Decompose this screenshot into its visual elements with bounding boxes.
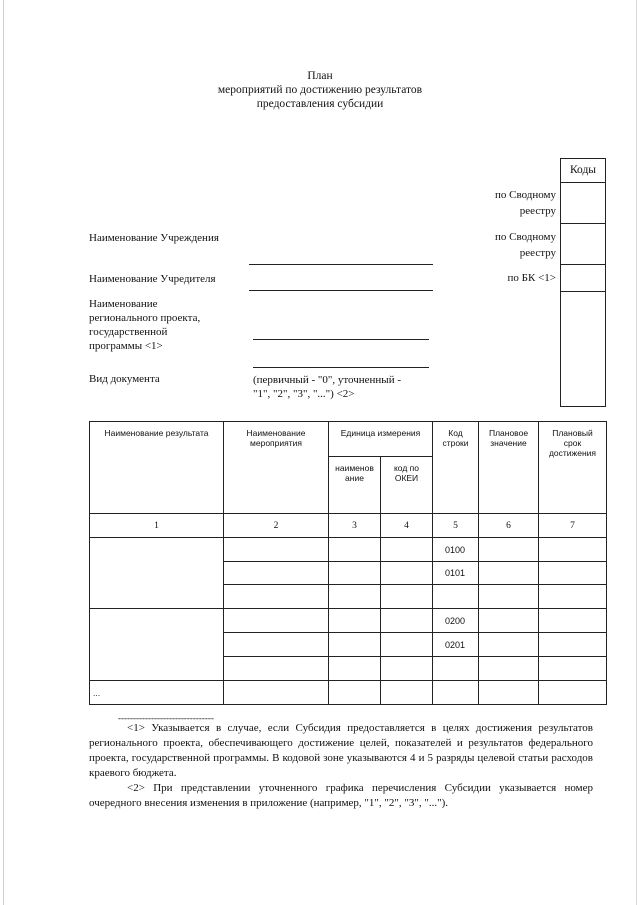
field-line-project-2[interactable] [253,367,429,368]
table-cell[interactable] [539,562,607,585]
table-cell[interactable] [479,609,539,633]
code-cell-svod-2[interactable] [560,223,606,265]
column-number: 3 [329,514,381,538]
header-unit: Единица измерения [329,422,433,457]
page-edge-left [3,0,4,905]
field-label-project-line2: регионального проекта, [89,312,201,324]
field-line-institution[interactable] [249,264,433,265]
code-cell-bk[interactable] [560,264,606,292]
row-code-cell: 0201 [433,633,479,657]
footnote-1-text: <1> Указывается в случае, если Субсидия предоставляется в целях достижения результатов регионального проекта, обеспечивающего достижение целей, показателей и результатов федерального проекта, государственной программы. В кодовой зоне указываются 4 и 5 разряды целевой статьи расходов краевого бюджета. [89,722,593,779]
column-number: 4 [381,514,433,538]
codes-label-svod-1-line1: по Сводному [494,189,556,201]
table-cell[interactable] [381,609,433,633]
result-cell-2[interactable] [90,609,224,681]
column-number: 5 [433,514,479,538]
table-cell[interactable] [539,609,607,633]
header-unit-name-line1: наименов [335,463,374,473]
field-label-project-line4: программы <1> [89,340,163,352]
codes-label-svod-1-line2: реестру [519,205,556,217]
table-cell[interactable] [479,538,539,562]
codes-label-bk: по БК <1> [507,272,556,284]
codes-header: Коды [560,158,606,183]
table-cell[interactable] [479,585,539,609]
header-measure-line1: Наименование [246,428,306,438]
footnote-1 [89,721,593,781]
table-cell[interactable] [479,633,539,657]
table-row [90,681,607,705]
result-cell-1[interactable] [90,538,224,609]
header-measure [224,422,329,514]
field-label-project-line3: государственной [89,326,168,338]
code-cell-svod-1[interactable] [560,182,606,224]
table-cell[interactable] [224,657,329,681]
codes-label-svod-2-line1: по Сводному [494,231,556,243]
title-line-2: мероприятий по достижению результатов [217,84,423,96]
table-cell[interactable] [381,562,433,585]
field-label-project [89,297,200,353]
header-okei-line2: ОКЕИ [394,473,419,483]
field-line-project[interactable] [253,339,429,340]
table-cell[interactable] [539,585,607,609]
field-value-doc-type [253,373,401,401]
page-edge-right [636,0,637,905]
table-cell[interactable] [224,681,329,705]
code-cell-doc-type[interactable] [560,291,606,407]
header-planned-term-line3: достижения [548,448,597,458]
field-label-doc-type: Вид документа [89,373,160,385]
table-cell[interactable] [433,681,479,705]
header-planned-value-line2: значение [490,438,527,448]
table-cell[interactable] [539,681,607,705]
row-code-cell: 0200 [433,609,479,633]
footnote-2-text: <2> При представлении уточненного графика перечисления Субсидии указывается номер очередного внесения изменения в приложение (например, "1", "2", "3", "..."). [89,782,593,809]
footnote-separator: -------------------------------- [118,713,214,723]
table-cell[interactable] [479,681,539,705]
row-code-cell: 0100 [433,538,479,562]
table-cell[interactable] [539,538,607,562]
table-cell[interactable] [224,562,329,585]
header-row-code-line1: Код [448,428,463,438]
doc-type-value-line1: (первичный - "0", уточненный - [253,374,401,386]
column-number: 2 [224,514,329,538]
table-cell[interactable] [381,585,433,609]
column-number: 1 [90,514,224,538]
table-cell[interactable] [224,585,329,609]
table-cell[interactable] [329,609,381,633]
table-cell[interactable] [224,609,329,633]
table-cell[interactable] [329,633,381,657]
header-row-code [433,422,479,514]
field-line-founder[interactable] [249,290,433,291]
table-row [90,538,607,562]
codes-label-svod-1 [450,187,556,219]
table-cell[interactable] [381,681,433,705]
column-number: 7 [539,514,607,538]
table-cell[interactable] [479,657,539,681]
table-cell[interactable] [539,633,607,657]
table-cell[interactable] [329,657,381,681]
table-cell[interactable] [381,538,433,562]
table-cell[interactable] [433,657,479,681]
table-cell[interactable] [329,538,381,562]
header-row-code-line2: строки [442,438,469,448]
header-measure-line2: мероприятия [250,438,302,448]
table-cell[interactable] [479,562,539,585]
table-row [90,609,607,633]
column-number: 6 [479,514,539,538]
table-cell[interactable] [381,633,433,657]
header-planned-value [479,422,539,514]
row-code-cell: 0101 [433,562,479,585]
table-cell[interactable] [329,585,381,609]
table-cell[interactable] [329,562,381,585]
ellipsis-cell: ... [90,681,224,705]
header-result: Наименование результата [90,422,224,514]
table-cell[interactable] [381,657,433,681]
codes-label-svod-2 [450,229,556,261]
header-planned-term-line1: Плановый [552,428,593,438]
table-cell[interactable] [539,657,607,681]
header-okei [381,457,433,514]
title-line-3: предоставления субсидии [256,98,384,110]
header-okei-line1: код по [393,463,419,473]
table-cell[interactable] [224,538,329,562]
table-cell[interactable] [433,585,479,609]
table-cell[interactable] [224,633,329,657]
header-unit-name [329,457,381,514]
title-line-1: План [307,70,333,82]
header-unit-name-line2: ание [345,473,364,483]
codes-label-svod-2-line2: реестру [519,247,556,259]
doc-type-value-line2: "1", "2", "3", "...") <2> [253,388,355,400]
footnote-2 [89,781,593,811]
header-planned-term [539,422,607,514]
header-planned-term-line2: срок [563,438,582,448]
field-label-project-line1: Наименование [89,298,158,310]
results-table [89,421,607,705]
header-planned-value-line1: Плановое [488,428,529,438]
field-label-founder: Наименование Учредителя [89,273,216,285]
field-label-institution: Наименование Учреждения [89,232,219,244]
table-cell[interactable] [329,681,381,705]
